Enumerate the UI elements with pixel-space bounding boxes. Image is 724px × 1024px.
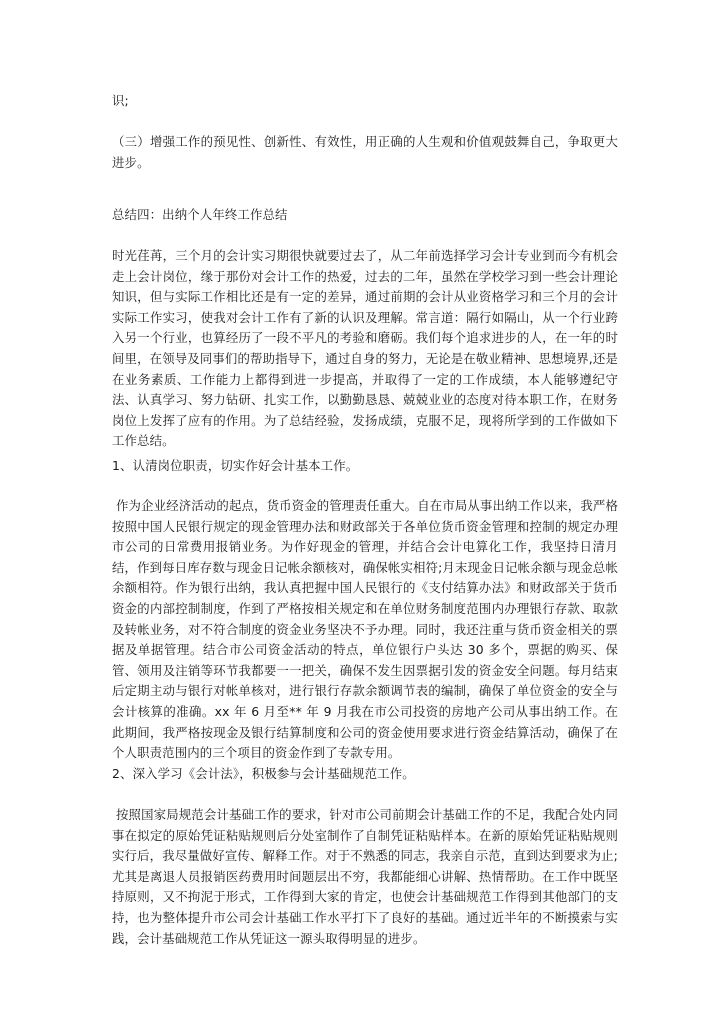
- section-title: 总结四：出纳个人年终工作总结: [112, 207, 288, 222]
- paragraph-one: 作为企业经济活动的起点，货币资金的管理责任重大。自在市局从事出纳工作以来，我严格按照中国人民银行规定的现金管理办法和财政部关于各单位货币资金管理和控制的规定办理市公司的日常费用报销业务。为作好现金的管理，并结合会计电算化工作，我坚持日清月结，作到每日库存数与现金日记帐余额核对，确保帐实相符;月末现金日记帐余额与现金总帐余额相符。作为银行出纳，我认真把握中国人民银行的《支付结算办法》和财政部关于货币资金的内部控制制度，作到了严格按相关规定和在单位财务制度范围内办理银行存款、取款及转帐业务，对不符合制度的资金业务坚决不予办理。同时，我还注重与货币资金相关的票据及单据管理。结合市公司资金活动的特点，单位银行户头达 30 多个，票据的购买、保管、领用及注销等环节我都要一一把关，确保不发生因票据引发的资金安全问题。每月结束后定期主动与银行对帐单核对，进行银行存款余额调节表的编制，确保了单位资金的安全与会计核算的准确。xx 年 6 月至** 年 9 月我在市公司投资的房地产公司从事出纳工作。在此期间，我严格按现金及银行结算制度和公司的资金使用要求进行资金结算活动，确保了在个人职责范围内的三个项目的资金作到了专款专用。: [112, 498, 618, 761]
- heading-one: 1、认清岗位职责，切实作好会计基本工作。: [112, 458, 359, 473]
- paragraph-tail: 识;: [112, 93, 129, 108]
- paragraph-two: 按照国家局规范会计基础工作的要求，针对市公司前期会计基础工作的不足，我配合处内同事在拟定的原始凭证粘贴规则后分处室制作了自制凭证粘贴样本。在新的原始凭证粘贴规则实行后，我尽量做好宣传、解释工作。对于不熟悉的同志，我亲自示范，直到达到要求为止;尤其是离退人员报销医药费用时间题层出不穷，我都能细心讲解、热情帮助。在工作中既坚持原则，又不拘泥于形式，工作得到大家的肯定，也使会计基础规范工作得到其他部门的支持，也为整体提升市公司会计基础工作水平打下了良好的基础。通过近半年的不断摸索与实践，会计基础规范工作从凭证这一源头取得明显的进步。: [112, 807, 618, 946]
- list-item-three: （三）增强工作的预见性、创新性、有效性，用正确的人生观和价值观鼓舞自己，争取更大进步。: [112, 134, 618, 170]
- heading-two: 2、深入学习《会计法》，积极参与会计基础规范工作。: [112, 766, 415, 781]
- intro-paragraph: 时光荏苒，三个月的会计实习期很快就要过去了，从二年前选择学习会计专业到而今有机会走上会计岗位，缘于那份对会计工作的热爱，过去的二年，虽然在学校学习到一些会计理论知识，但与实际工作相比还是有一定的差异，通过前期的会计从业资格学习和三个月的会计实际工作实习，使我对会计工作有了新的认识及理解。常言道：隔行如隔山，从一个行业跨入另一个行业，也算经历了一段不平凡的考验和磨砺。我们每个追求进步的人，在一年的时间里，在领导及同事们的帮助指导下，通过自身的努力，无论是在敬业精神、思想境界,还是在业务素质、工作能力上都得到进一步提高，并取得了一定的工作成绩，本人能够遵纪守法、认真学习、努力钻研、扎实工作，以勤勤恳恳、兢兢业业的态度对待本职工作，在财务岗位上发挥了应有的作用。为了总结经验，发扬成绩，克服不足，现将所学到的工作做如下工作总结。: [112, 248, 618, 449]
